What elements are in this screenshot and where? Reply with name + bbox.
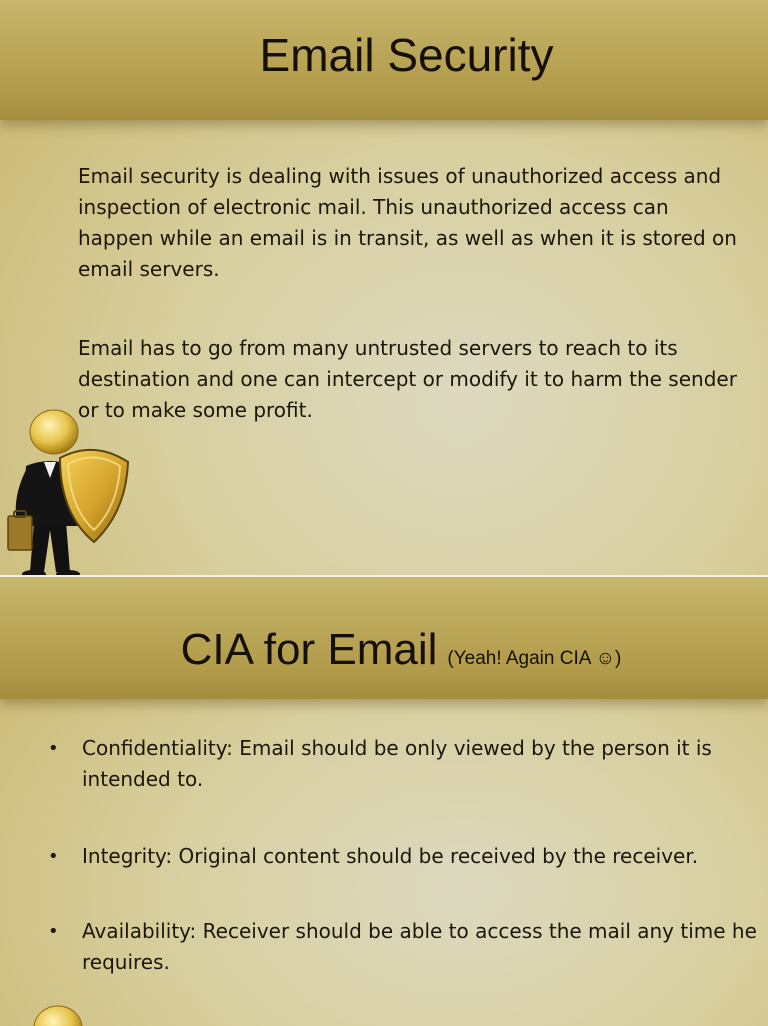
paragraph-untrusted-servers: Email has to go from many untrusted servers to reach to its destination and one can intercept or modify it to harm the sender or to make some profit. <box>78 336 737 422</box>
slide-title <box>0 625 768 675</box>
bullet-availability <box>48 916 760 978</box>
bullet-dot: • <box>48 921 59 942</box>
bullet-dot: • <box>48 846 59 867</box>
bullet-integrity <box>48 841 760 872</box>
slide-title-text: Email Security <box>259 29 554 81</box>
paragraph-email-security-definition: Email security is dealing with issues of unauthorized access and inspection of electronic mail. This unauthorized access can happen while an email is in transit, as well as when it is stored on email servers. <box>78 164 737 281</box>
slide-title <box>0 28 768 82</box>
bullet-dot: • <box>48 738 59 759</box>
slide-subtitle: (Yeah! Again CIA ☺) <box>447 648 622 669</box>
businessman-head-icon <box>30 1002 86 1026</box>
businessman-with-shield-icon <box>4 404 134 575</box>
slide-title-text: CIA for Email <box>180 625 438 674</box>
bullet-text: Confidentiality: Email should be only viewed by the person it is intended to. <box>82 736 712 791</box>
slide-cia-for-email <box>0 575 768 1026</box>
bullet-text: Availability: Receiver should be able to access the mail any time he requires. <box>82 919 757 974</box>
bullet-text: Integrity: Original content should be received by the receiver. <box>82 844 699 868</box>
bullet-confidentiality <box>48 733 760 795</box>
